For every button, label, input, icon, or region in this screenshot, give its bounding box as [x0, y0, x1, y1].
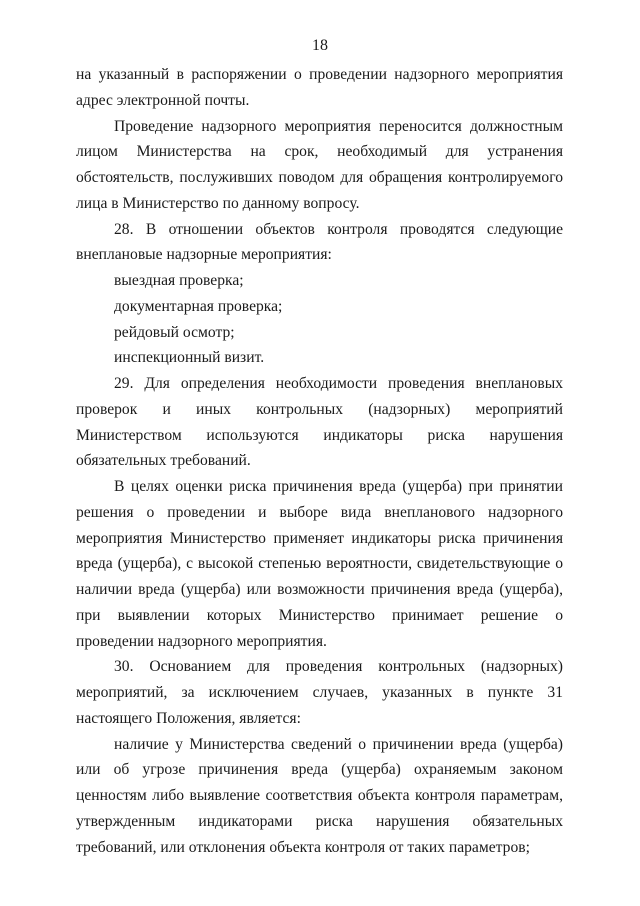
paragraph-continuation: на указанный в распоряжении о проведении надзорного мероприятия адрес электронной почты.: [76, 66, 563, 109]
paragraph-grounds: наличие у Министерства сведений о причинении вреда (ущерба) или об угрозе причинения вреда (ущерба) охраняемым законом ценностям либо выявление соответствия объекта контроля параметрам, утвержденным индикаторами риска нарушения обязательных требований, или отклонения объекта контроля от таких параметров;: [76, 735, 563, 856]
list-item-documentary-inspection: документарная проверка;: [114, 297, 283, 315]
page-number: 18: [312, 37, 328, 54]
list-item-field-inspection: выездная проверка;: [114, 272, 244, 289]
list-item-raid-inspection: рейдовый осмотр;: [114, 323, 235, 341]
paragraph-29: 29. Для определения необходимости проведения внеплановых проверок и иных контрольных (надзорных) мероприятий Министерством используются индикаторы риска нарушения обязательных требований.: [76, 375, 563, 470]
paragraph-risk-assessment: В целях оценки риска причинения вреда (ущерба) при принятии решения о проведении и выборе вида внепланового надзорного мероприятия Министерство применяет индикаторы риска причинения вреда (ущерба), с высокой степенью вероятности, свидетельствующие о наличии вреда (ущерба) или возможности причинения вреда (ущерба), при выявлении которых Министерство принимает решение о проведении надзорного мероприятия.: [76, 478, 563, 650]
paragraph-28: 28. В отношении объектов контроля проводятся следующие внеплановые надзорные мероприятия:: [76, 220, 563, 264]
paragraph-30: 30. Основанием для проведения контрольных (надзорных) мероприятий, за исключением случаев, указанных в пункте 31 настоящего Положения, является:: [76, 658, 563, 727]
list-item-inspection-visit: инспекционный визит.: [114, 349, 265, 367]
document-body: [76, 62, 563, 860]
paragraph-postponement: Проведение надзорного мероприятия переносится должностным лицом Министерства на срок, необходимый для устранения обстоятельств, послуживших поводом для обращения контролируемого лица в Министерство по данному вопросу.: [76, 117, 563, 212]
